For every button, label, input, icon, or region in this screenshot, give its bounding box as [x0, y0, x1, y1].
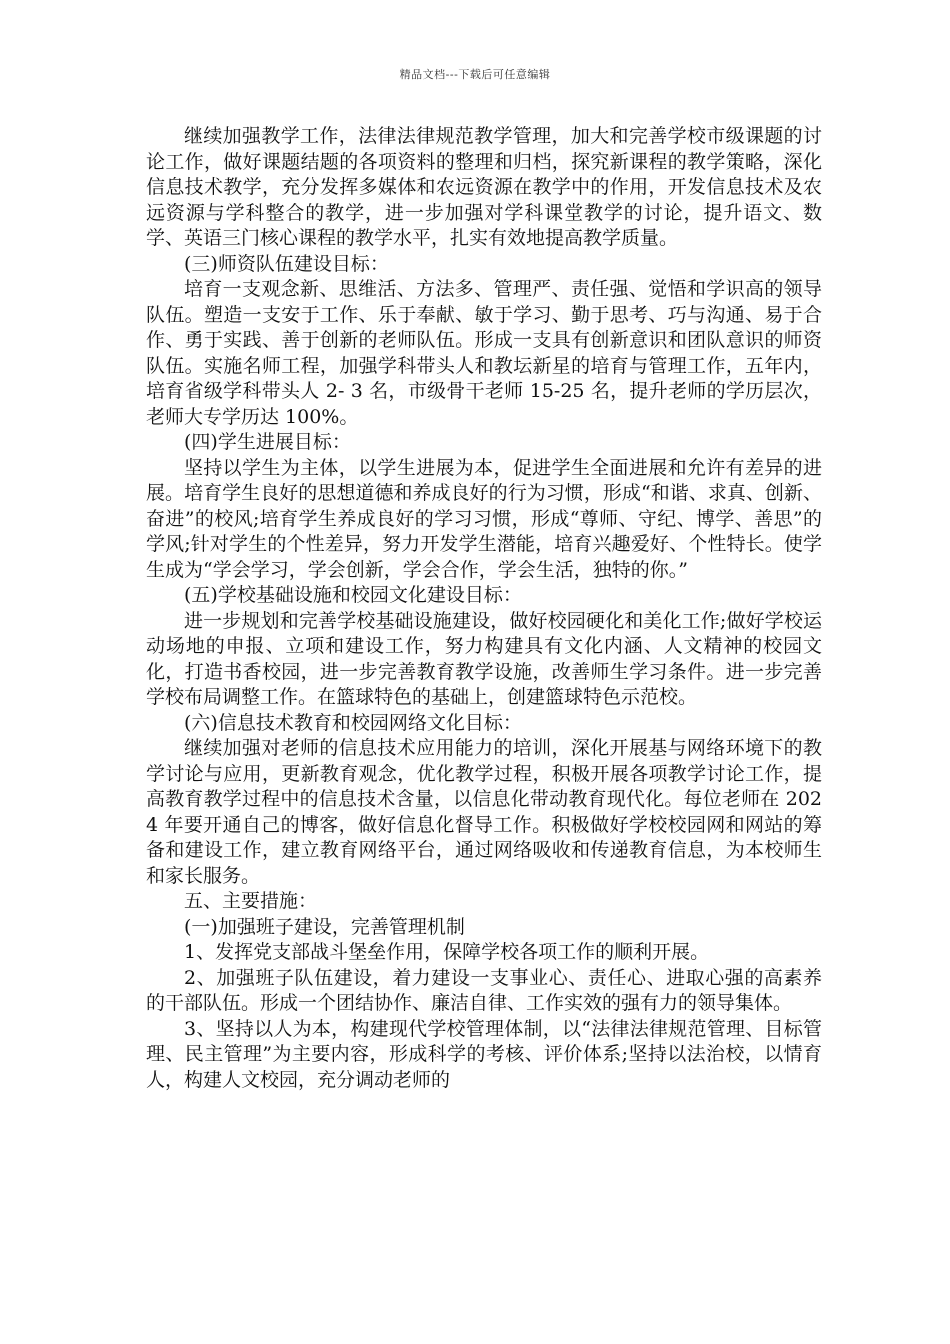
- heading-leadership-building: (一)加强班子建设，完善管理机制: [184, 915, 465, 938]
- paragraph-teaching-work: 继续加强教学工作，法律法律规范教学管理，加大和完善学校市级课题的讨论工作，做好课题结题的各项资料的整理和归档，探究新课程的教学策略，深化信息技术教学，充分发挥多媒体和农远资源在教学中的作用，开发信息技术及农远资源与学科整合的教学，进一步加强对学科课堂教学的讨论，提升语文、数学、英语三门核心课程的教学水平，扎实有效地提高教学质量。: [146, 125, 822, 249]
- heading-student-development-goals: (四)学生进展目标：: [184, 431, 351, 453]
- heading-main-measures: 五、主要措施：: [184, 890, 318, 912]
- list-item-measure-2: 2、加强班子队伍建设，着力建设一支事业心、责任心、进取心强的高素养的干部队伍。形成一个团结协作、廉洁自律、工作实效的强有力的领导集体。: [146, 966, 822, 1014]
- document-body: [146, 124, 822, 1093]
- paragraph-student-development: 坚持以学生为主体，以学生进展为本，促进学生全面进展和允许有差异的进展。培育学生良好的思想道德和养成良好的行为习惯，形成“和谐、求真、创新、奋进”的校风;培育学生养成良好的学习习惯，形成“尊师、守纪、博学、善思”的学风;针对学生的个性差异，努力开发学生潜能，培育兴趣爱好、个性特长。使学生成为“学会学习，学会创新，学会合作，学会生活，独特的你。”: [146, 456, 822, 581]
- paragraph-it-education: 继续加强对老师的信息技术应用能力的培训，深化开展基与网络环境下的教学讨论与应用，更新教育观念，优化教学过程，积极开展各项教学讨论工作，提高教育教学过程中的信息技术含量，以信息化带动教育现代化。每位老师在 2024 年要开通自己的博客，做好信息化督导工作。积极做好学校校园网和网站的筹备和建设工作，建立教育网络平台，通过网络吸收和传递教育信息，为本校师生和家长服务。: [146, 737, 822, 887]
- page-header: 精品文档---下载后可任意编辑: [399, 68, 551, 81]
- heading-infrastructure-culture-goals: (五)学校基础设施和校园文化建设目标：: [184, 584, 522, 606]
- list-item-measure-3: 3、坚持以人为本，构建现代学校管理体制，以“法律法律规范管理、目标管理、民主管理”为主要内容，形成科学的考核、评价体系;坚持以法治校，以情育人，构建人文校园，充分调动老师的: [146, 1017, 822, 1091]
- heading-it-education-goals: (六)信息技术教育和校园网络文化目标：: [184, 711, 522, 734]
- list-item-measure-1: 1、发挥党支部战斗堡垒作用，保障学校各项工作的顺利开展。: [184, 941, 710, 963]
- paragraph-infrastructure-culture: 进一步规划和完善学校基础设施建设，做好校园硬化和美化工作;做好学校运动场地的申报、立项和建设工作，努力构建具有文化内涵、人文精神的校园文化，打造书香校园，进一步完善教育教学设施，改善师生学习条件。进一步完善学校布局调整工作。在篮球特色的基础上，创建篮球特色示范校。: [146, 609, 822, 708]
- heading-teacher-team-goals: (三)师资队伍建设目标：: [184, 252, 389, 275]
- paragraph-teacher-team: 培育一支观念新、思维活、方法多、管理严、责任强、觉悟和学识高的领导队伍。塑造一支安于工作、乐于奉献、敏于学习、勤于思考、巧与沟通、易于合作、勇于实践、善于创新的老师队伍。形成一支具有创新意识和团队意识的师资队伍。实施名师工程，加强学科带头人和教坛新星的培育与管理工作，五年内，培育省级学科带头人 2- 3 名，市级骨干老师 15-25 名，提升老师的学历层次，老师大专学历达 100%。: [146, 278, 822, 428]
